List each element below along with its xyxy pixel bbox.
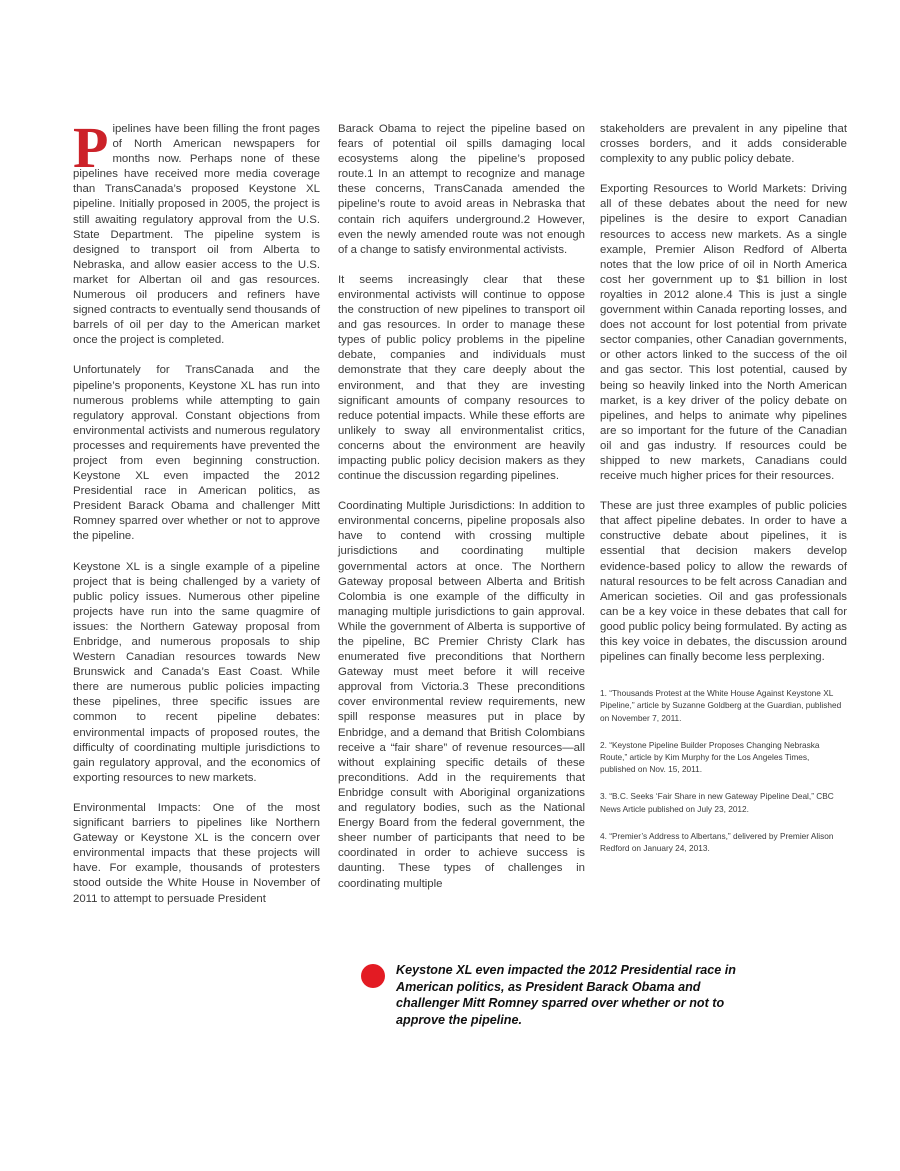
- article-column-1: [73, 115, 320, 922]
- article-column-3: [600, 122, 847, 869]
- footnote-3: 3. “B.C. Seeks ‘Fair Share in new Gateway Pipeline Deal,” CBC News Article published on July 23, 2012.: [600, 791, 834, 814]
- paragraph-exporting-resources: Exporting Resources to World Markets: Driving all of these debates about the need for new pipelines is the desire to export Canadian resources to access new markets. As a single example, Premier Alison Redford of Alberta notes that the low price of oil in North America cost her government up to $1 billion in lost royalties in 2012 alone.4 This is just a single government within Canada reporting losses, and does not account for lost potential from private sector companies, other Canadian governments, or other actors linked to the success of the oil and gas sector. This lost potential, caused by being so heavily linked into the North American market, is a key driver of the policy debate on pipelines, and helps to animate why pipelines are so important for the future of the Canadian oil and gas industry. If resources could be shipped to new markets, Canadians could receive much higher prices for their resources.: [600, 183, 847, 483]
- footnote-1: 1. “Thousands Protest at the White House Against Keystone XL Pipeline,” article by Suzanne Goldberg at the Guardian, published on November 7, 2011.: [600, 688, 842, 723]
- red-dot-icon: [361, 964, 385, 988]
- paragraph: Unfortunately for TransCanada and the pipeline’s proponents, Keystone XL has run into numerous problems while attempting to gain regulatory approval. Constant objections from environmental activists and numerous regulatory processes and requirements have prevented the project from even beginning construction. Keystone XL even impacted the 2012 Presidential race in American politics, as President Barack Obama and challenger Mitt Romney sparred over whether or not to approve the pipeline.: [73, 364, 320, 543]
- paragraph: Keystone XL is a single example of a pipeline project that is being challenged by a variety of public policy issues. Numerous other pipeline projects have run into the same quagmire of issues: the Northern Gateway proposal from Enbridge, and numerous proposals to ship Western Canadian resources towards New Brunswick and Canada’s East Coast. While there are numerous public policies impacting these pipelines, three specific issues are common to recent pipeline debates: environmental impacts of proposed routes, the difficulty of coordinating multiple jurisdictions to gain regulatory approval, and the economics of exporting resources to new markets.: [73, 560, 320, 784]
- footnotes: [600, 687, 847, 854]
- paragraph: Barack Obama to reject the pipeline based on fears of potential oil spills damaging local ecosystems along the pipeline’s proposed route.1 In an attempt to recognize and manage these concerns, TransCanada amended the pipeline’s route to avoid areas in Nebraska that contain rich aquifers underground.2 However, even the newly amended route was not enough of a change to satisfy environmental activists.: [338, 123, 585, 256]
- paragraph: stakeholders are prevalent in any pipeline that crosses borders, and it adds considerable complexity to any public policy debate.: [600, 123, 847, 166]
- intro-paragraph: [73, 115, 320, 348]
- footnote-2: 2. “Keystone Pipeline Builder Proposes Changing Nebraska Route,” article by Kim Murphy for the Los Angeles Times, published on Nov. 15, 2011.: [600, 739, 820, 775]
- intro-paragraph-text: ipelines have been filling the front pages of North American newspapers for months now. Perhaps none of these pipelines have received more media coverage than TransCanada’s proposed Keystone XL pipeline. Initially proposed in 2005, the project is still awaiting regulatory approval from the U.S. State Department. The pipeline system is designed to transport oil from Alberta to Nebraska, and allow easier access to the U.S. market for Albertan oil and gas resources. Numerous oil producers and refiners have signed contracts to eventually send thousands of barrels of oil per day to the American market once the project is completed.: [73, 123, 320, 347]
- paragraph-environmental-impacts: Environmental Impacts: One of the most significant barriers to pipelines like Northern Gateway or Keystone XL is the concern over environmental impacts that these projects will have. For example, thousands of protesters stood outside the White House in November of 2011 to attempt to persuade President: [73, 801, 320, 905]
- paragraph-coordinating-jurisdictions: Coordinating Multiple Jurisdictions: In addition to environmental concerns, pipeline proposals also have to contend with crossing multiple jurisdictions and coordinating multiple governmental actors at once. The Northern Gateway proposal between Alberta and British Colombia is one example of the difficulty in managing multiple jurisdictions to gain approval. While the government of Alberta is supportive of the pipeline, BC Premier Christy Clark has enumerated five preconditions that Northern Gateway must meet before it will receive approval from Victoria.3 These preconditions cover environmental review requirements, new spill response measures put in place by Enbridge, and a demand that British Colombians receive a “fair share” of revenue resources—all without explaining specific details of these preconditions. Add in the requirements that Enbridge consult with Aboriginal organizations and regulatory bodies, such as the National Energy Board from the federal government, the sheer number of participants that need to be coordinated in order to achieve success is daunting. These types of challenges in coordinating multiple: [338, 500, 585, 890]
- paragraph: It seems increasingly clear that these environmental activists will continue to oppose the construction of new pipelines to transport oil and gas resources. In order to manage these types of public policy problems in the pipeline debate, companies and individuals must demonstrate that they care deeply about the environment, and that they are investing significant amounts of company resources to reduce potential impacts. While these efforts are unlikely to sway all environmentalist critics, concerns about the environment are heavily impacting public policy decision makers as they continue the discussion regarding pipelines.: [338, 273, 585, 483]
- drop-cap: P: [73, 115, 109, 180]
- footnote-4: 4. “Premier’s Address to Albertans,” delivered by Premier Alison Redford on January 24, 2013.: [600, 830, 834, 854]
- article-column-2: [338, 122, 585, 907]
- paragraph-conclusion: These are just three examples of public policies that affect pipeline debates. In order to have a constructive debate about pipelines, it is essential that decision makers develop evidence-based policy to allow the rewards of natural resources to be felt across Canadian and American societies. Oil and gas professionals can be a key voice in these debates that call for good public policy being formulated. By acting as this key voice in debates, the discussion around pipelines can finally become less perplexing.: [600, 500, 847, 664]
- pull-quote-text: Keystone XL even impacted the 2012 Presidential race in American politics, as President Barack Obama and challenger Mitt Romney sparred over whether or not to approve the pipeline.: [396, 963, 736, 1027]
